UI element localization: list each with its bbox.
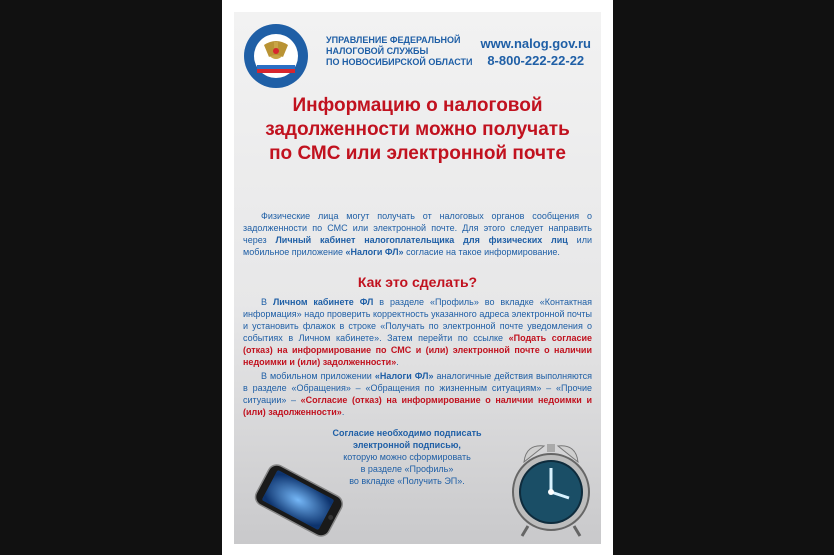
- poster: [234, 12, 601, 544]
- personal-account-name: Личном кабинете ФЛ: [272, 297, 374, 307]
- note-line: в разделе «Профиль»: [360, 464, 454, 474]
- personal-account-link-text: Личный кабинет налогоплательщика для физических лиц: [275, 235, 568, 245]
- intro-text: или мобильное приложение: [243, 235, 592, 257]
- alarm-clock-icon: [506, 436, 596, 540]
- hotline-phone: 8-800-222-22-22: [487, 53, 585, 68]
- para-text: .: [396, 357, 399, 367]
- agency-line: НАЛОГОВОЙ СЛУЖБЫ: [326, 46, 429, 56]
- app-name: «Налоги ФЛ»: [345, 247, 404, 257]
- agency-line: УПРАВЛЕНИЕ ФЕДЕРАЛЬНОЙ: [326, 35, 461, 45]
- para-text: .: [341, 407, 345, 417]
- para-text: В мобильном приложении: [261, 371, 375, 381]
- agency-name: [326, 35, 496, 68]
- instruction-paragraph: [243, 370, 592, 418]
- agency-line: ПО НОВОСИБИРСКОЙ ОБЛАСТИ: [326, 57, 473, 67]
- intro-text: Физические лица могут получать от налоговых органов сообщения о задолженности по СМС или электронной почте. Для этого следует направить через: [243, 211, 592, 245]
- signature-note: [332, 427, 482, 487]
- headline: [234, 94, 601, 166]
- app-name: «Налоги ФЛ»: [374, 371, 434, 381]
- how-to-heading: Как это сделать?: [357, 274, 478, 290]
- note-line: которую можно сформировать: [343, 452, 471, 462]
- consent-link-text: «Согласие (отказ) на информирование о наличии недоимки и (или) задолженности»: [243, 395, 592, 417]
- para-text: в разделе «Профиль» во вкладке «Контактная информация» надо проверить корректность указанного адреса электронной почты и установить флажок в строке «Получать по электронной почте уведомления о событиях в Личном кабинете». Затем перейти по ссылке: [243, 297, 592, 343]
- instruction-paragraph: [243, 296, 592, 368]
- para-text: аналогичные действия выполняются в разделе «Обращения» – «Обращения по жизненным ситуациям» – «Прочие ситуации» –: [243, 371, 592, 405]
- fns-emblem-icon: [243, 23, 309, 89]
- intro-text: согласие на такое информирование.: [403, 247, 560, 257]
- note-line: во вкладке «Получить ЭП».: [349, 476, 465, 486]
- note-line: Согласие необходимо подписать: [332, 428, 482, 438]
- intro-paragraph: [243, 210, 592, 258]
- instructions: [243, 296, 592, 420]
- note-line: электронной подписью,: [353, 440, 461, 450]
- headline-line: Информацию о налоговой: [292, 95, 543, 116]
- contact-block: [481, 36, 592, 69]
- headline-line: по СМС или электронной почте: [269, 143, 566, 164]
- consent-link-text: «Подать согласие (отказ) на информирование по СМС и (или) электронной почте о наличии недоимки и (или) задолженности»: [243, 333, 592, 367]
- headline-line: задолженности можно получать: [265, 119, 570, 140]
- para-text: В: [261, 297, 273, 307]
- smartphone-icon: [248, 460, 348, 540]
- website-link[interactable]: www.nalog.gov.ru: [480, 36, 591, 51]
